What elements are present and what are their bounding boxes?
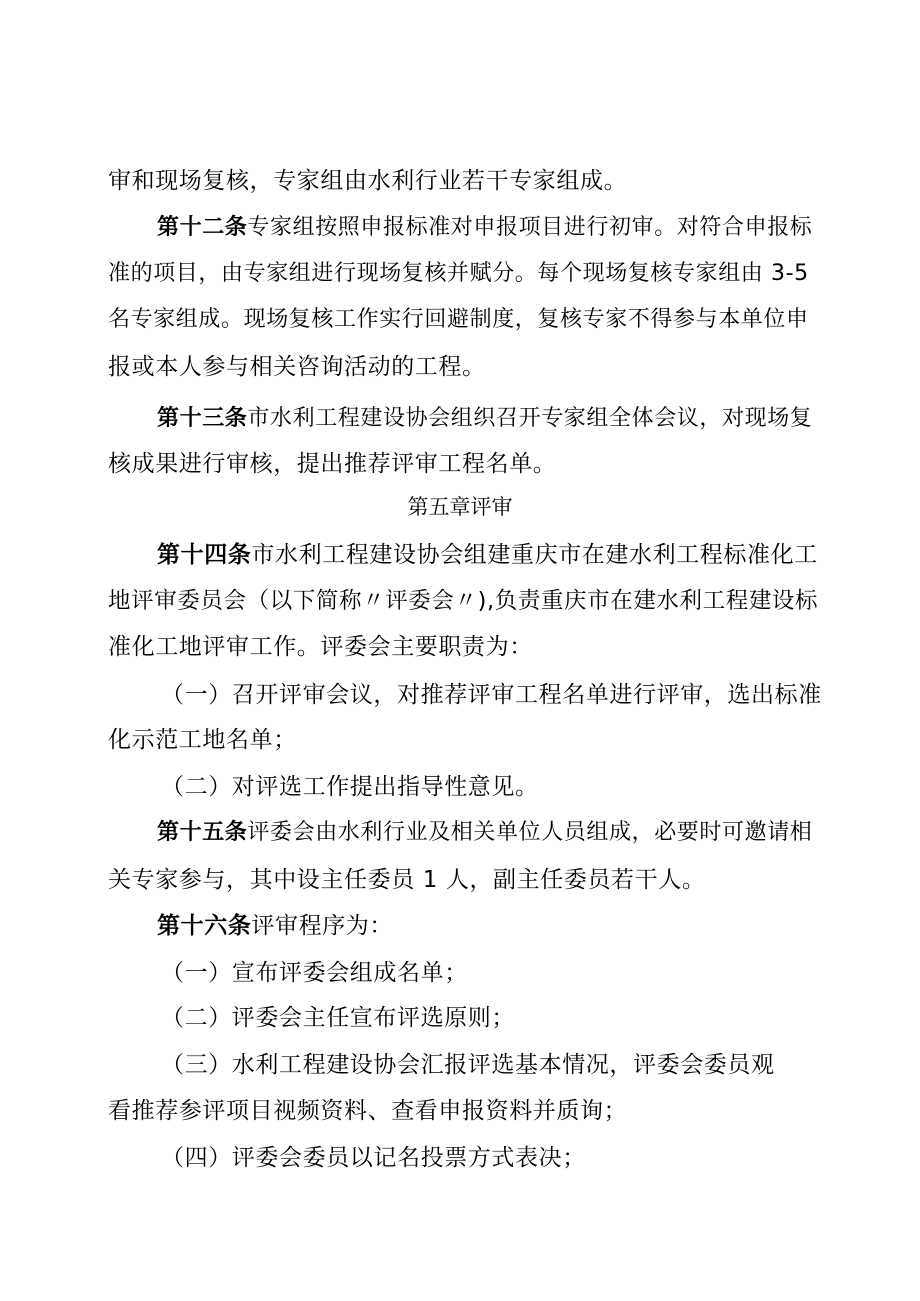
paragraph-line: [108, 449, 556, 479]
paragraph-line: [108, 166, 627, 196]
line-text: （一）宣布评委会组成名单；: [161, 960, 468, 986]
article-16-line: [157, 911, 393, 941]
line-text: 审和现场复核，专家组由水利行业若干专家组成。: [108, 168, 628, 194]
paragraph-line: [108, 725, 297, 755]
list-item: [161, 1050, 775, 1080]
paragraph-line: [108, 632, 533, 662]
list-item: [161, 1143, 586, 1173]
article-number: 第十二条: [157, 215, 248, 240]
line-text: （二）评委会主任宣布评选原则；: [161, 1005, 515, 1031]
line-text: 准的项目，由专家组进行现场复核并赋分。每个现场复核专家组由 3-5: [108, 261, 809, 286]
paragraph-line: [108, 586, 818, 616]
article-number: 第十五条: [157, 820, 248, 845]
line-text: 名专家组成。现场复核工作实行回避制度，复核专家不得参与本单位申: [108, 307, 809, 332]
line-text: 报或本人参与相关咨询活动的工程。: [108, 354, 486, 380]
list-item: [161, 958, 468, 988]
line-text: 市水利工程建设协会组建重庆市在建水利工程标准化工: [251, 542, 818, 568]
line-text: 专家组按照申报标准对申报项目进行初审。对符合申报标: [247, 215, 813, 240]
article-13-line: [157, 404, 812, 434]
line-text: 看推荐参评项目视频资料、查看申报资料并质询；: [108, 1098, 628, 1124]
line-text: 市水利工程建设协会组织召开专家组全体会议，对现场复: [247, 406, 813, 431]
paragraph-line: [108, 1096, 627, 1126]
article-number: 第十四条: [157, 542, 252, 568]
line-text: 评审程序为：: [251, 913, 394, 939]
paragraph-line: [108, 305, 809, 335]
line-text: （三）水利工程建设协会汇报评选基本情况，评委会委员观: [161, 1052, 775, 1078]
line-text: 地评审委员会（以下简称〃评委会〃),负责重庆市在建水利工程建设标: [108, 588, 819, 614]
line-text: 关专家参与，其中设主任委员 1 人，副主任委员若干人。: [108, 867, 706, 893]
paragraph-line: [108, 259, 809, 289]
paragraph-line: [108, 865, 705, 895]
line-text: 化示范工地名单；: [108, 727, 297, 753]
line-text: 评委会由水利行业及相关单位人员组成，必要时可邀请相: [247, 820, 813, 845]
article-14-line: [157, 540, 818, 570]
list-item: [161, 772, 539, 802]
list-item: [161, 1003, 515, 1033]
line-text: （四）评委会委员以记名投票方式表决；: [161, 1145, 586, 1171]
article-15-line: [157, 818, 812, 848]
article-number: 第十三条: [157, 406, 248, 431]
chapter-heading: 第五章评审: [407, 495, 513, 519]
paragraph-line: [108, 352, 486, 382]
line-text: 准化工地评审工作。评委会主要职责为：: [108, 634, 533, 660]
line-text: 核成果进行审核，提出推荐评审工程名单。: [108, 451, 557, 477]
line-text: （一）召开评审会议，对推荐评审工程名单进行评审，选出标准: [161, 682, 822, 708]
list-item: [161, 680, 822, 710]
article-12-line: [157, 213, 812, 243]
line-text: （二）对评选工作提出指导性意见。: [161, 774, 539, 800]
article-number: 第十六条: [157, 913, 252, 939]
